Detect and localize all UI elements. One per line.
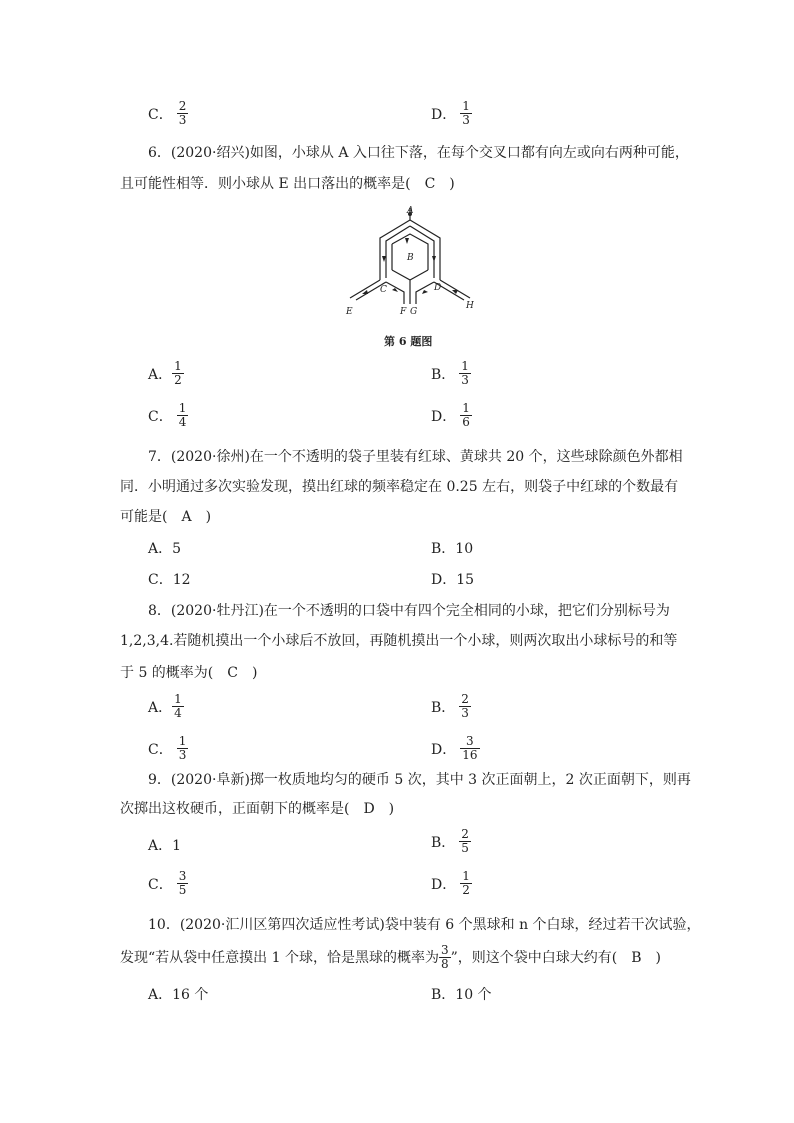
q6-option-c [148, 402, 188, 429]
option-label: D． [431, 876, 457, 893]
q10-text-line2 [120, 944, 661, 971]
denominator: 4 [178, 415, 187, 429]
q6-figure-caption: 第 6 题图 [384, 335, 433, 348]
numerator: 3 [466, 734, 474, 748]
denominator: 3 [178, 113, 187, 127]
option-label: C． [148, 408, 173, 425]
q6-text-line1: 6．(2020·绍兴)如图，小球从 A 入口往下落，在每个交叉口都有向左或向右两种可能， [148, 145, 689, 161]
option-label: A．1 [148, 838, 182, 854]
option-label: C． [148, 106, 173, 123]
label-e: E [346, 307, 353, 317]
q7-option-d: D．15 [431, 572, 475, 588]
q7-text-line1: 7．(2020·徐州)在一个不透明的袋子里装有红球、黄球共 20 个，这些球除颜色外都相 [148, 449, 683, 465]
q7-option-a: A．5 [148, 541, 182, 557]
label-a: A [407, 206, 414, 216]
label-h: H [466, 301, 474, 311]
numerator: 1 [462, 869, 470, 883]
option-label: D． [431, 106, 457, 123]
denominator: 16 [462, 748, 478, 762]
fraction [177, 100, 189, 127]
q9-option-b [431, 828, 471, 855]
q10-text-line1: 10．(2020·汇川区第四次适应性考试)袋中装有 6 个黑球和 n 个白球，经过若干次试验， [148, 917, 701, 933]
denominator: 3 [462, 113, 470, 127]
denominator: 3 [178, 748, 187, 762]
q7-option-c: C．12 [148, 572, 191, 588]
denominator: 2 [174, 373, 182, 387]
q10-option-b: B．10 个 [431, 987, 492, 1003]
q6-ball-path-figure [332, 204, 482, 319]
q8-text-line1: 8．(2020·牡丹江)在一个不透明的口袋中有四个完全相同的小球，把它们分别标号为 [148, 603, 670, 619]
numerator: 3 [178, 869, 187, 883]
option-label: C． [148, 876, 173, 893]
q9-text-line2: 次掷出这枚硬币，正面朝下的概率是( D ) [120, 801, 395, 817]
denominator: 4 [174, 706, 182, 720]
q7-text-line3: 可能是( A ) [120, 509, 212, 525]
fraction [459, 360, 471, 387]
numerator: 2 [178, 99, 187, 113]
q8-option-d [431, 735, 480, 762]
option-label: C． [148, 741, 173, 758]
numerator: 1 [462, 99, 470, 113]
fraction [460, 870, 472, 897]
fraction [177, 735, 189, 762]
numerator: 1 [174, 359, 182, 373]
label-c: C [380, 285, 387, 295]
q9-text-line1: 9．(2020·阜新)掷一枚质地均匀的硬币 5 次，其中 3 次正面朝上，2 次正面朝下，则再 [148, 772, 691, 788]
numerator: 1 [461, 359, 469, 373]
q10-line2-end: ”，则这个袋中白球大约有( B ) [450, 949, 661, 966]
q6-option-a [148, 360, 184, 387]
option-label: B． [431, 366, 456, 383]
fraction [172, 360, 184, 387]
fraction [172, 693, 184, 720]
denominator: 5 [178, 883, 187, 897]
numerator: 1 [174, 692, 182, 706]
fraction [459, 828, 471, 855]
q6-option-d [431, 402, 472, 429]
q8-option-b [431, 693, 471, 720]
denominator: 6 [462, 415, 470, 429]
option-label: B． [431, 834, 456, 851]
fraction [177, 870, 189, 897]
q10-line2-start: 发现“若从袋中任意摸出 1 个球，恰是黑球的概率为 [120, 949, 439, 966]
fraction [460, 100, 472, 127]
label-g: G [410, 307, 418, 317]
q6-option-b [431, 360, 471, 387]
fraction [460, 402, 472, 429]
numerator: 3 [440, 943, 449, 957]
q7-text-line2: 同．小明通过多次实验发现，摸出红球的频率稳定在 0.25 左右，则袋子中红球的个数最有 [120, 479, 679, 495]
numerator: 2 [461, 692, 469, 706]
numerator: 2 [461, 827, 469, 841]
fraction [439, 944, 451, 971]
numerator: 1 [178, 401, 187, 415]
fraction [460, 735, 479, 762]
q5-option-c [148, 100, 188, 127]
numerator: 1 [178, 734, 187, 748]
option-label: A． [148, 699, 173, 716]
q9-option-c [148, 870, 188, 897]
q8-text-line3: 于 5 的概率为( C ) [120, 665, 258, 681]
q10-option-a: A．16 个 [148, 987, 209, 1003]
q8-option-c [148, 735, 188, 762]
option-label: D． [431, 408, 457, 425]
option-label: B． [431, 699, 456, 716]
option-label: A． [148, 366, 173, 383]
fraction [177, 402, 189, 429]
q9-option-a [148, 835, 185, 855]
denominator: 2 [462, 883, 470, 897]
label-b: B [407, 253, 414, 263]
denominator: 3 [461, 373, 469, 387]
denominator: 3 [461, 706, 469, 720]
q8-option-a [148, 693, 184, 720]
label-f: F [400, 307, 407, 317]
q6-text-line2: 且可能性相等．则小球从 E 出口落出的概率是( C ) [120, 176, 455, 192]
numerator: 1 [462, 401, 470, 415]
denominator: 5 [461, 841, 469, 855]
q7-option-b: B．10 [431, 541, 474, 557]
fraction [459, 693, 471, 720]
label-d: D [434, 283, 442, 293]
q8-text-line2: 1,2,3,4.若随机摸出一个小球后不放回，再随机摸出一个小球，则两次取出小球标号的和等 [120, 633, 678, 649]
q5-option-d [431, 100, 472, 127]
denominator: 8 [440, 957, 449, 971]
q9-option-d [431, 870, 472, 897]
option-label: D． [431, 741, 457, 758]
